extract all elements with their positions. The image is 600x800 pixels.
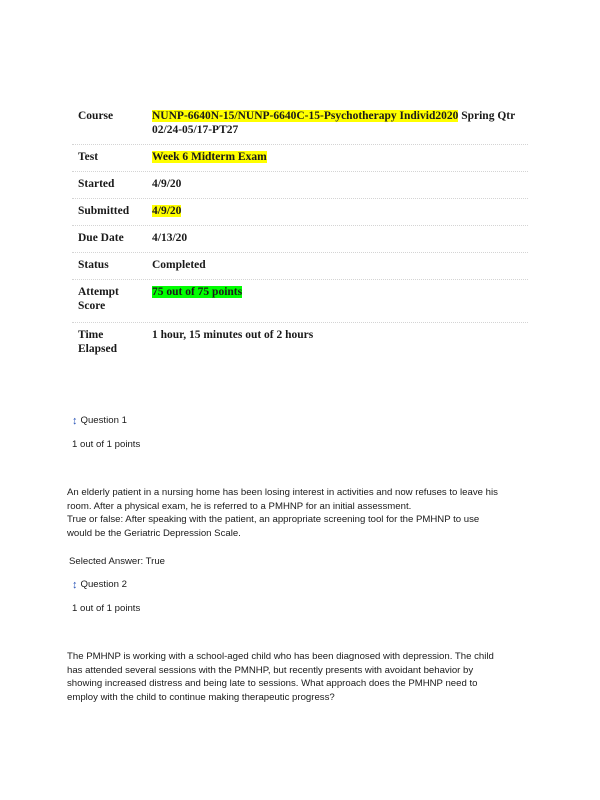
question-1-points: 1 out of 1 points: [72, 439, 141, 450]
row-test: [72, 145, 528, 172]
time-elapsed-value: 1 hour, 15 minutes out of 2 hours: [152, 329, 314, 341]
course-label: Course: [78, 110, 114, 122]
status-label: Status: [78, 259, 109, 271]
attempt-label-line2: Score: [78, 300, 106, 312]
attempt-score-label: [72, 285, 152, 315]
row-time-elapsed: [72, 323, 528, 365]
question-1-text: [67, 486, 537, 540]
question-1-line: would be the Geriatric Depression Scale.: [67, 527, 241, 539]
row-started: [72, 172, 528, 199]
status-value: Completed: [152, 259, 206, 271]
attempt-label-line1: Attempt: [78, 286, 119, 298]
started-value: 4/9/20: [152, 178, 182, 190]
row-attempt-score: [72, 280, 528, 323]
question-2-header: [72, 578, 127, 592]
question-2-line: showing increased distress and being late to sessions. What approach does the PMHNP need to: [67, 678, 478, 690]
attempt-score-value: 75 out of 75 points: [152, 286, 243, 298]
question-2-points: 1 out of 1 points: [72, 603, 141, 614]
due-date-value: 4/13/20: [152, 232, 188, 244]
attempt-summary-table: [72, 104, 528, 365]
row-due-date: [72, 226, 528, 253]
time-elapsed-label: [72, 328, 152, 358]
course-value-highlight: NUNP-6640N-15/NUNP-6640C-15-Psychotherapy Individ2020: [152, 110, 459, 122]
row-course: [72, 104, 528, 145]
question-1-title: Question 1: [80, 415, 127, 426]
question-2-text: [67, 650, 537, 704]
due-date-label: Due Date: [78, 232, 124, 244]
expand-arrow-icon[interactable]: ↕: [72, 414, 78, 427]
course-value: [152, 109, 528, 137]
time-label-line2: Elapsed: [78, 343, 117, 355]
test-label: Test: [78, 151, 99, 163]
question-1-line: room. After a physical exam, he is referred to a PMHNP for an initial assessment.: [67, 500, 412, 512]
test-value: Week 6 Midterm Exam: [152, 151, 267, 163]
expand-arrow-icon[interactable]: ↕: [72, 578, 78, 591]
question-2-line: The PMHNP is working with a school-aged child who has been diagnosed with depression. The child: [67, 651, 494, 662]
started-label: Started: [78, 178, 115, 190]
question-2-line: employ with the child to continue making therapeutic progress?: [67, 691, 335, 703]
question-1-line: An elderly patient in a nursing home has been losing interest in activities and now refuses to leave his: [67, 487, 498, 498]
time-label-line1: Time: [78, 329, 104, 341]
question-1-line: True or false: After speaking with the patient, an appropriate screening tool for the PMHNP to use: [67, 514, 480, 526]
submitted-label: Submitted: [78, 205, 130, 217]
question-1-selected-answer: Selected Answer: True: [69, 556, 165, 567]
course-value-rest: Spring Qtr 02/24-05/17-PT27: [152, 110, 516, 136]
row-status: [72, 253, 528, 280]
question-1-header: [72, 414, 127, 428]
submitted-value: 4/9/20: [152, 205, 182, 217]
row-submitted: [72, 199, 528, 226]
question-2-title: Question 2: [80, 579, 127, 590]
question-2-line: has attended several sessions with the PMNHP, but recently presents with avoidant behavior by: [67, 664, 474, 676]
